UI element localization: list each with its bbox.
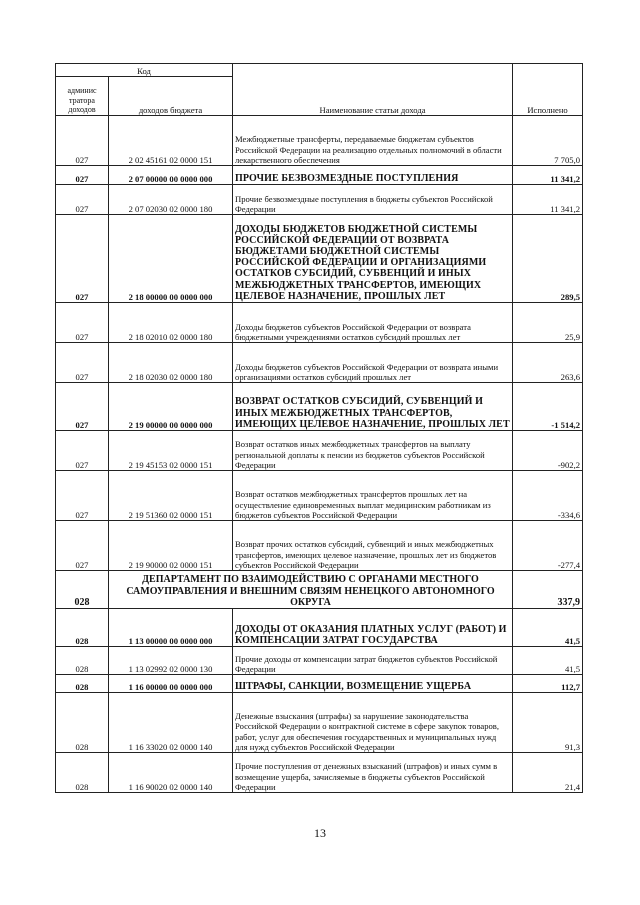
budget-code-cell: 1 16 33020 02 0000 140	[109, 693, 233, 753]
table-row	[56, 471, 583, 521]
budget-code-cell: 2 19 45153 02 0000 151	[109, 431, 233, 471]
budget-code-cell: 1 16 90020 02 0000 140	[109, 753, 233, 793]
budget-code-cell: 2 18 00000 00 0000 000	[109, 215, 233, 303]
table-row	[56, 675, 583, 693]
executed-value-cell: -902,2	[513, 431, 583, 471]
income-name-cell: Доходы бюджетов субъектов Российской Федерации от возврата бюджетными учреждениями остатков субсидий прошлых лет	[233, 303, 513, 343]
admin-code-cell: 027	[56, 185, 109, 215]
budget-code-cell: 1 13 02992 02 0000 130	[109, 647, 233, 675]
income-name-cell: Прочие безвозмездные поступления в бюджеты субъектов Российской Федерации	[233, 185, 513, 215]
executed-value-cell: -277,4	[513, 521, 583, 571]
income-name-cell: Доходы бюджетов субъектов Российской Федерации от возврата иными организациями остатков субсидий прошлых лет	[233, 343, 513, 383]
admin-code-cell: 027	[56, 215, 109, 303]
budget-code-cell: 2 07 00000 00 0000 000	[109, 166, 233, 185]
budget-code-cell: 2 19 90000 02 0000 151	[109, 521, 233, 571]
table-row	[56, 383, 583, 431]
page-number: 13	[314, 826, 326, 840]
table-row	[56, 609, 583, 647]
admin-code-cell: 028	[56, 609, 109, 647]
executed-value-cell: 41,5	[513, 609, 583, 647]
income-name-cell: ДОХОДЫ ОТ ОКАЗАНИЯ ПЛАТНЫХ УСЛУГ (РАБОТ) И КОМПЕНСАЦИИ ЗАТРАТ ГОСУДАРСТВА	[233, 609, 513, 647]
income-name-cell: Прочие доходы от компенсации затрат бюджетов субъектов Российской Федерации	[233, 647, 513, 675]
executed-value-cell: 337,9	[513, 571, 583, 609]
budget-code-cell: 2 07 02030 02 0000 180	[109, 185, 233, 215]
executed-value-cell: 11 341,2	[513, 185, 583, 215]
budget-code-cell: 1 13 00000 00 0000 000	[109, 609, 233, 647]
admin-code-cell: 028	[56, 693, 109, 753]
income-name-cell: Прочие поступления от денежных взысканий (штрафов) и иных сумм в возмещение ущерба, зачисляемые в бюджеты субъектов Российской Федерации	[233, 753, 513, 793]
income-name-cell: Возврат остатков иных межбюджетных трансфертов на выплату региональной доплаты к пенсии из бюджетов субъектов Российской Федерации	[233, 431, 513, 471]
admin-code-cell: 028	[56, 675, 109, 693]
income-name-cell: ПРОЧИЕ БЕЗВОЗМЕЗДНЫЕ ПОСТУПЛЕНИЯ	[233, 166, 513, 185]
table-row	[56, 693, 583, 753]
budget-code-cell: 2 19 00000 00 0000 000	[109, 383, 233, 431]
table-row	[56, 185, 583, 215]
table-row	[56, 343, 583, 383]
budget-code-cell: 1 16 00000 00 0000 000	[109, 675, 233, 693]
executed-value-cell: 91,3	[513, 693, 583, 753]
table-header-row	[56, 64, 583, 77]
budget-code-column-header: доходов бюджета	[109, 77, 233, 116]
executed-value-cell: 21,4	[513, 753, 583, 793]
table-row	[56, 215, 583, 303]
table-row	[56, 166, 583, 185]
table-row	[56, 521, 583, 571]
admin-code-cell: 028	[56, 753, 109, 793]
admin-code-cell: 027	[56, 116, 109, 166]
admin-code-cell: 027	[56, 343, 109, 383]
value-column-header: Исполнено	[513, 64, 583, 116]
admin-code-cell: 027	[56, 431, 109, 471]
admin-code-cell: 027	[56, 471, 109, 521]
admin-code-cell: 028	[56, 571, 109, 609]
budget-code-cell: 2 19 51360 02 0000 151	[109, 471, 233, 521]
admin-code-cell: 027	[56, 303, 109, 343]
table-row	[56, 116, 583, 166]
admin-column-header: админис тратора доходов	[56, 77, 109, 116]
admin-code-cell: 028	[56, 647, 109, 675]
table-row	[56, 753, 583, 793]
executed-value-cell: 11 341,2	[513, 166, 583, 185]
table-row	[56, 431, 583, 471]
budget-income-table	[55, 63, 583, 793]
income-name-cell: ВОЗВРАТ ОСТАТКОВ СУБСИДИЙ, СУБВЕНЦИЙ И ИНЫХ МЕЖБЮДЖЕТНЫХ ТРАНСФЕРТОВ, ИМЕЮЩИХ ЦЕЛЕВОЕ НАЗНАЧЕНИЕ, ПРОШЛЫХ ЛЕТ	[233, 383, 513, 431]
code-group-header: Код	[56, 64, 233, 77]
budget-code-cell: 2 18 02030 02 0000 180	[109, 343, 233, 383]
admin-code-cell: 027	[56, 383, 109, 431]
executed-value-cell: 263,6	[513, 343, 583, 383]
admin-code-cell: 027	[56, 521, 109, 571]
executed-value-cell: 112,7	[513, 675, 583, 693]
executed-value-cell: 7 705,0	[513, 116, 583, 166]
admin-code-cell: 027	[56, 166, 109, 185]
executed-value-cell: 25,9	[513, 303, 583, 343]
executed-value-cell: -334,6	[513, 471, 583, 521]
executed-value-cell: -1 514,2	[513, 383, 583, 431]
table-row	[56, 303, 583, 343]
table-row	[56, 647, 583, 675]
income-name-cell: ШТРАФЫ, САНКЦИИ, ВОЗМЕЩЕНИЕ УЩЕРБА	[233, 675, 513, 693]
income-name-cell: Возврат прочих остатков субсидий, субвенций и иных межбюджетных трансфертов, имеющих целевое назначение, прошлых лет из бюджетов субъектов Российской Федерации	[233, 521, 513, 571]
department-row	[56, 571, 583, 609]
executed-value-cell: 41,5	[513, 647, 583, 675]
budget-code-cell: 2 02 45161 02 0000 151	[109, 116, 233, 166]
executed-value-cell: 289,5	[513, 215, 583, 303]
income-name-cell: Межбюджетные трансферты, передаваемые бюджетам субъектов Российской Федерации на реализацию отдельных полномочий в области лекарственного обеспечения	[233, 116, 513, 166]
department-name-cell: ДЕПАРТАМЕНТ ПО ВЗАИМОДЕЙСТВИЮ С ОРГАНАМИ МЕСТНОГО САМОУПРАВЛЕНИЯ И ВНЕШНИМ СВЯЗЯМ НЕНЕЦКОГО АВТОНОМНОГО ОКРУГА	[109, 571, 513, 609]
income-name-cell: ДОХОДЫ БЮДЖЕТОВ БЮДЖЕТНОЙ СИСТЕМЫ РОССИЙСКОЙ ФЕДЕРАЦИИ ОТ ВОЗВРАТА БЮДЖЕТАМИ БЮДЖЕТНОЙ СИСТЕМЫ РОССИЙСКОЙ ФЕДЕРАЦИИ И ОРГАНИЗАЦИЯМИ ОСТАТКОВ СУБСИДИЙ, СУБВЕНЦИЙ И ИНЫХ МЕЖБЮДЖЕТНЫХ ТРАНСФЕРТОВ, ИМЕЮЩИХ ЦЕЛЕВОЕ НАЗНАЧЕНИЕ, ПРОШЛЫХ ЛЕТ	[233, 215, 513, 303]
income-name-cell: Возврат остатков межбюджетных трансфертов прошлых лет на осуществление единовременных выплат медицинским работникам из бюджетов субъектов Российской Федерации	[233, 471, 513, 521]
name-column-header: Наименование статьи дохода	[233, 64, 513, 116]
budget-code-cell: 2 18 02010 02 0000 180	[109, 303, 233, 343]
income-name-cell: Денежные взыскания (штрафы) за нарушение законодательства Российской Федерации о контрактной системе в сфере закупок товаров, работ, услуг для обеспечения государственных и муниципальных нужд для нужд субъектов Российской Федерации	[233, 693, 513, 753]
